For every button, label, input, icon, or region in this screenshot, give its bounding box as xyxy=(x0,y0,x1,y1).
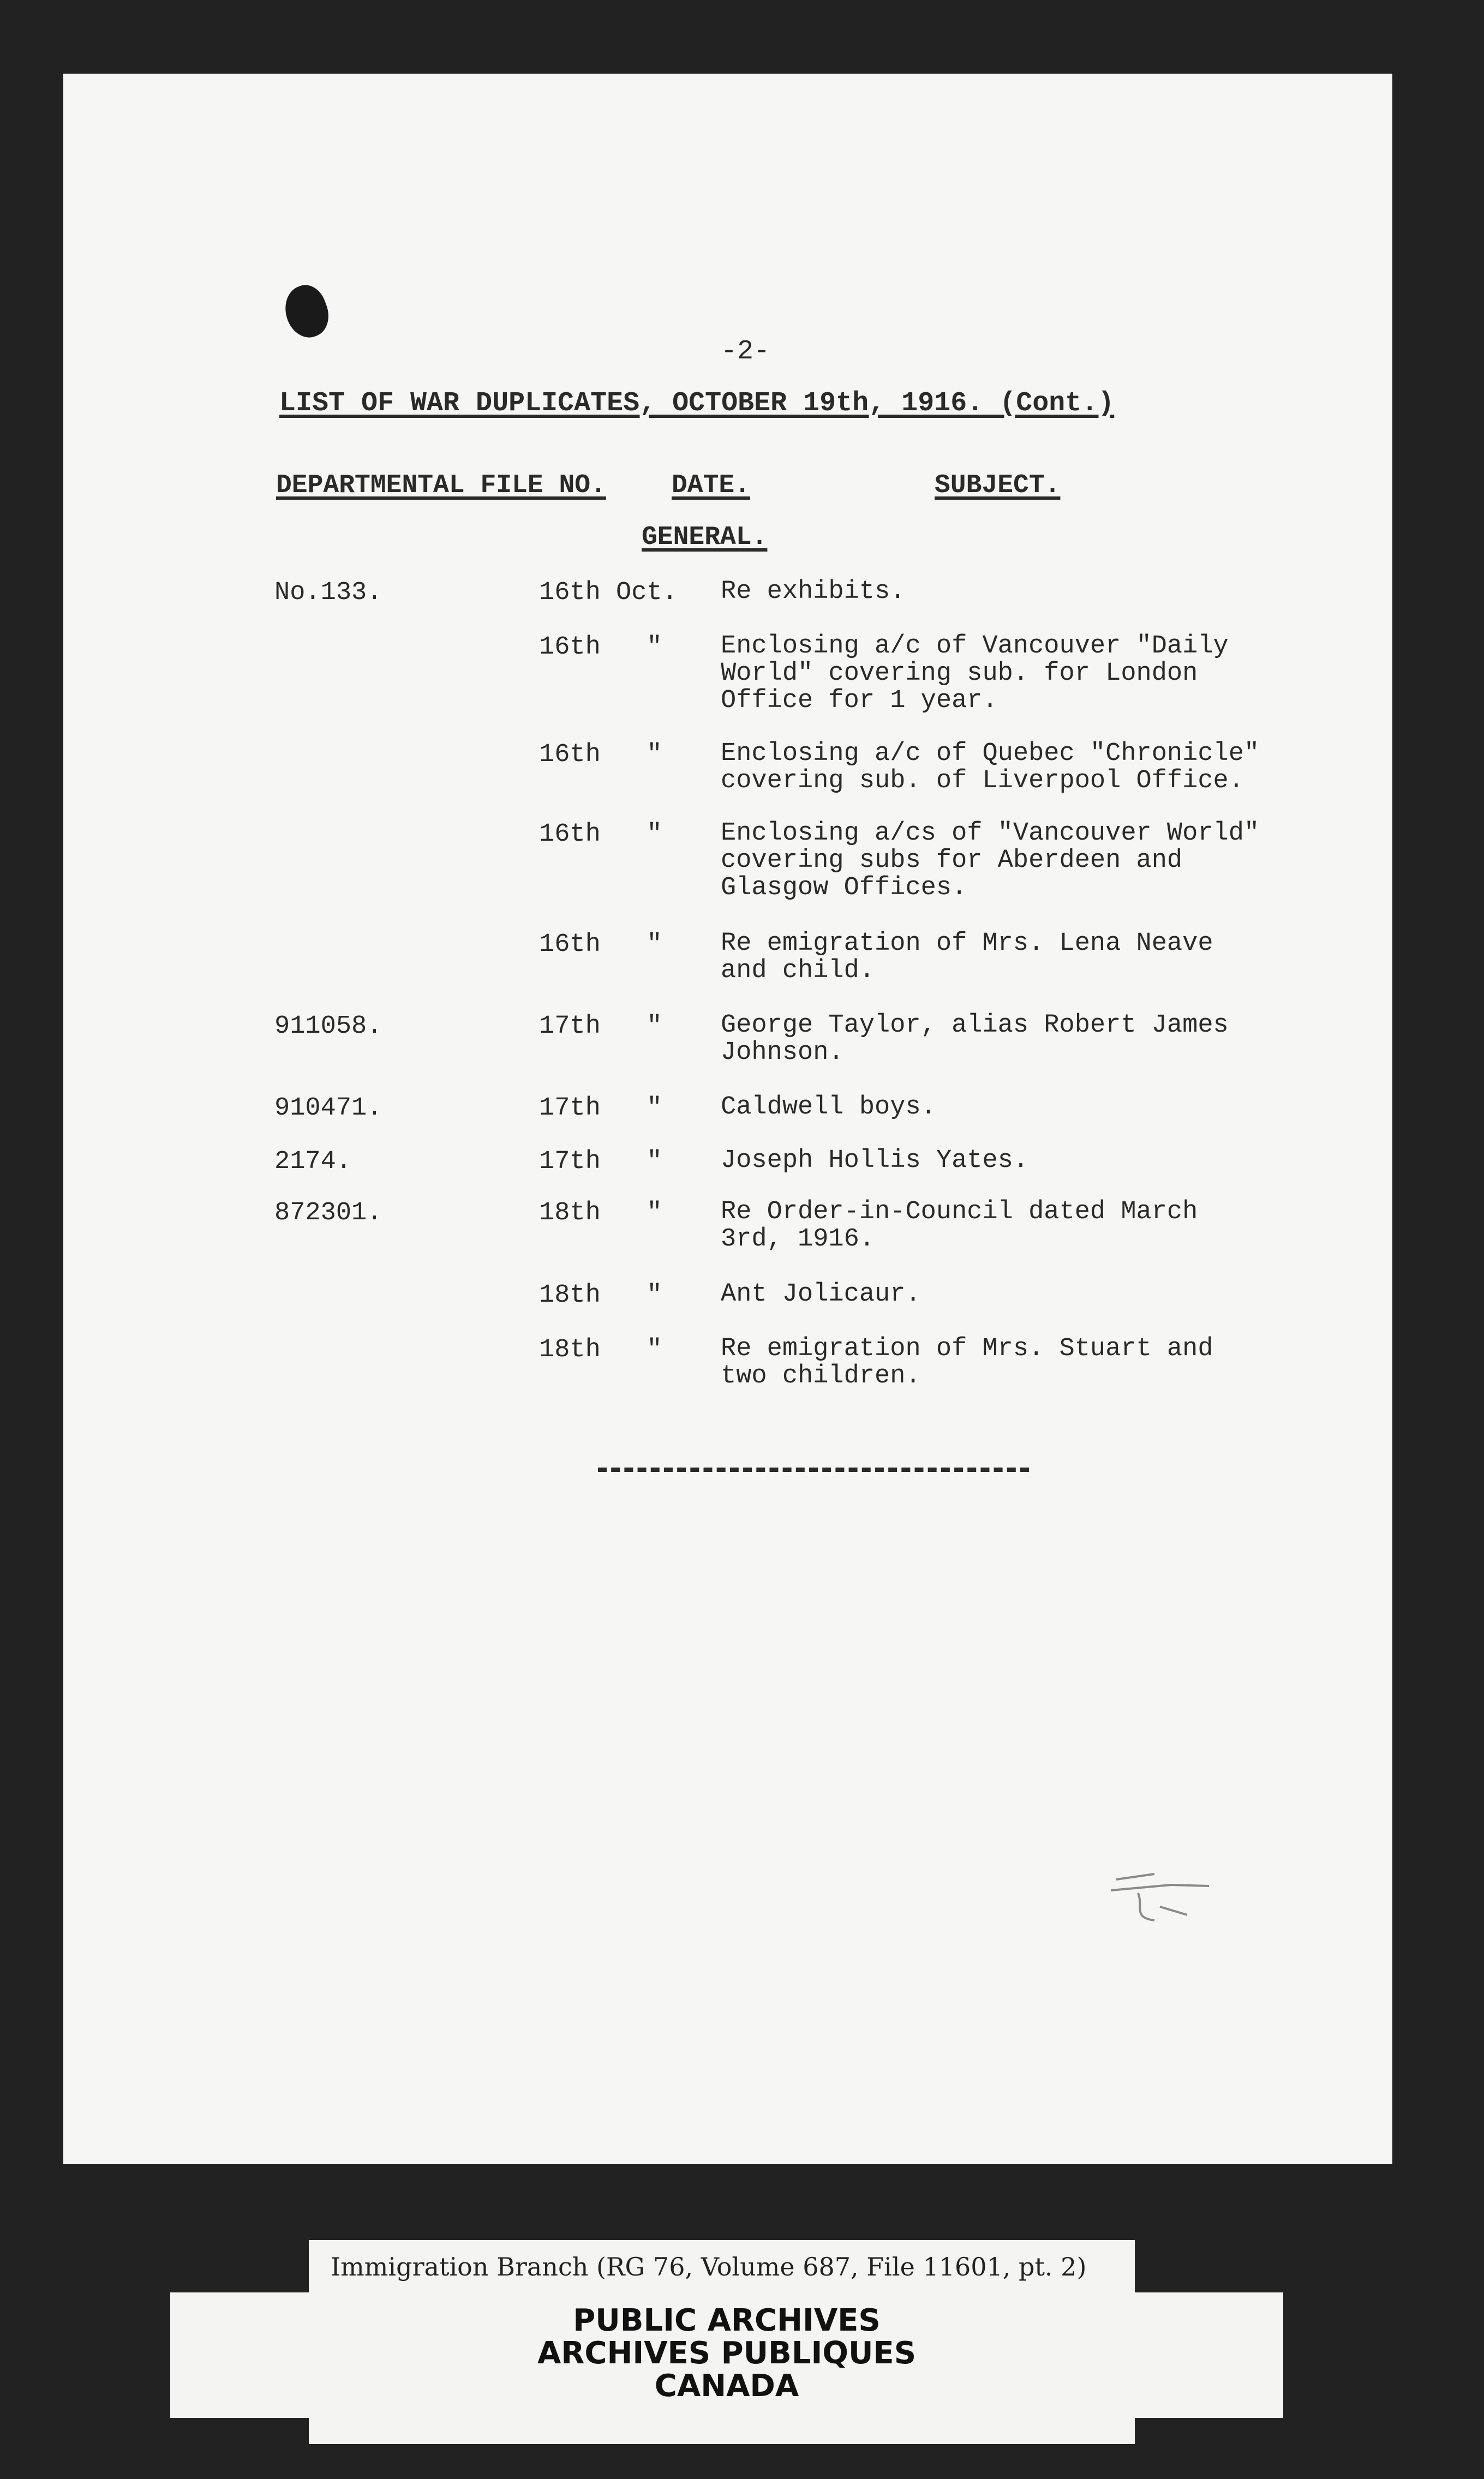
row-subject: Enclosing a/c of Quebec "Chronicle" covering sub. of Liverpool Office. xyxy=(721,739,1260,795)
row-date: 16th " xyxy=(539,930,662,959)
row-file-no: 910471. xyxy=(274,1094,382,1123)
column-header-subject: SUBJECT. xyxy=(935,471,1061,500)
document-heading: LIST OF WAR DUPLICATES, OCTOBER 19th, 1916. (Cont.) xyxy=(279,388,1115,419)
row-date: 18th " xyxy=(539,1336,662,1364)
section-heading-general: GENERAL. xyxy=(642,523,768,552)
row-date: 17th " xyxy=(539,1094,662,1123)
row-subject: Re emigration of Mrs. Stuart and two children. xyxy=(721,1334,1213,1391)
stamp-tab xyxy=(309,2411,1135,2444)
row-file-no: 2174. xyxy=(274,1147,352,1176)
row-subject: Re emigration of Mrs. Lena Neave and child. xyxy=(721,929,1213,985)
row-date: 16th " xyxy=(539,633,662,662)
row-date: 16th " xyxy=(539,820,662,849)
stamp-line-2: ARCHIVES PUBLIQUES xyxy=(537,2336,917,2371)
row-subject: Enclosing a/c of Vancouver "Daily World" covering sub. for London Office for 1 year. xyxy=(721,632,1229,715)
row-subject: Re exhibits. xyxy=(721,577,906,606)
pencil-mark xyxy=(1105,1869,1214,1923)
row-subject: George Taylor, alias Robert James Johnson. xyxy=(721,1011,1229,1067)
archive-caption: Immigration Branch (RG 76, Volume 687, File 11601, pt. 2) xyxy=(331,2252,1087,2282)
row-file-no: 872301. xyxy=(274,1199,382,1227)
row-file-no: 911058. xyxy=(274,1012,382,1041)
row-subject: Re Order-in-Council dated March 3rd, 1916. xyxy=(721,1197,1198,1254)
column-header-file-no: DEPARTMENTAL FILE NO. xyxy=(276,471,606,500)
row-subject: Ant Jolicaur. xyxy=(721,1280,921,1309)
row-date: 18th " xyxy=(539,1281,662,1310)
document-page xyxy=(63,74,1392,2164)
column-header-date: DATE. xyxy=(672,471,751,500)
stamp-line-3: CANADA xyxy=(654,2368,799,2404)
row-date: 16th " xyxy=(539,740,662,769)
page-number: -2- xyxy=(721,336,770,367)
row-date: 17th " xyxy=(539,1012,662,1041)
row-date: 17th " xyxy=(539,1147,662,1176)
row-subject: Caldwell boys. xyxy=(721,1093,936,1122)
row-file-no: No.133. xyxy=(274,578,382,607)
ink-blot xyxy=(278,280,335,343)
row-date: 18th " xyxy=(539,1199,662,1227)
row-subject: Joseph Hollis Yates. xyxy=(721,1146,1029,1175)
archive-caption-box xyxy=(309,2240,1135,2292)
closing-rule xyxy=(598,1468,1029,1472)
stamp-line-1: PUBLIC ARCHIVES xyxy=(573,2303,881,2338)
row-subject: Enclosing a/cs of "Vancouver World" covering subs for Aberdeen and Glasgow Offices. xyxy=(721,819,1260,902)
row-date: 16th Oct. xyxy=(539,578,678,607)
archives-stamp xyxy=(170,2292,1283,2418)
